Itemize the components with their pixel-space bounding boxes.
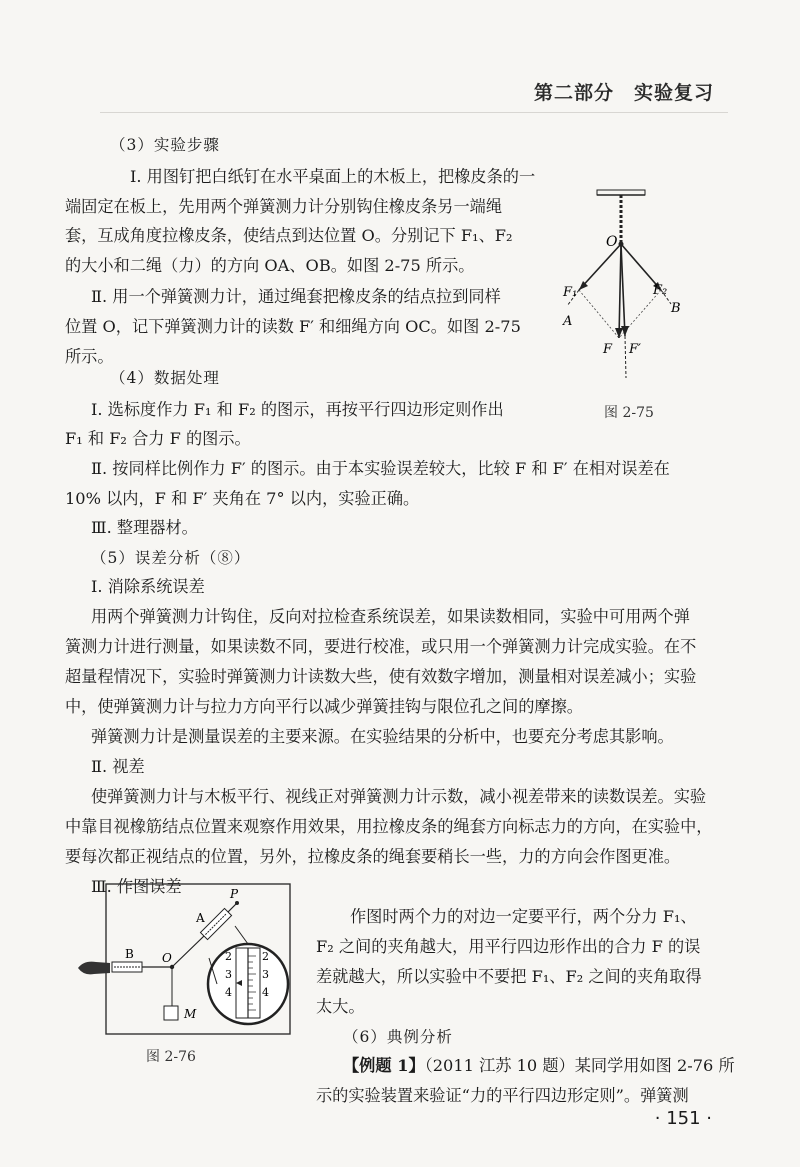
label-f: F [603, 342, 613, 357]
label-b: B [671, 301, 681, 316]
example-line [343, 1056, 735, 1076]
data-line: Ⅱ. 按同样比例作力 F′ 的图示。由于本实验误差较大，比较 F 和 F′ 在相对误差在 [91, 459, 670, 478]
steps-line: 的大小和二绳（力）的方向 OA、OB。如图 2-75 所示。 [65, 256, 475, 275]
error-line: Ⅱ. 视差 [91, 757, 145, 776]
tick-label: 3 [225, 968, 232, 981]
figure-2-75 [545, 188, 695, 388]
force-f-prime-arrow [621, 244, 625, 336]
hand-icon [78, 962, 110, 975]
plot-error-line: 差就越大，所以实验中不要把 F₁、F₂ 之间的夹角取得 [316, 967, 702, 986]
steps-line: 位置 O，记下弹簧测力计的读数 F′ 和细绳方向 OC。如图 2-75 [65, 317, 521, 336]
label-m: M [184, 1007, 197, 1021]
plot-error-line: F₂ 之间的夹角越大，用平行四边形作出的合力 F 的误 [316, 937, 701, 956]
label-f2: F₂ [653, 283, 668, 298]
error-line: 要每次都正视结点的位置，另外，拉橡皮条的绳套要稍长一些，力的方向会作图更准。 [65, 847, 681, 866]
weight-m [164, 1006, 178, 1020]
tick-label: 2 [262, 950, 269, 963]
tick-label: 3 [262, 968, 269, 981]
label-a: A [563, 314, 573, 329]
error-line: 使弹簧测力计与木板平行、视线正对弹簧测力计示数，减小视差带来的读数误差。实验 [91, 787, 707, 806]
spring-scale-a [200, 908, 231, 939]
steps-line: Ⅱ. 用一个弹簧测力计，通过绳套把橡皮条的结点拉到同样 [91, 287, 501, 306]
error-line: 超量程情况下，实验时弹簧测力计读数大些，使有效数字增加，测量相对误差减小；实验 [65, 667, 697, 686]
page-header-title: 第二部分 实验复习 [533, 82, 714, 104]
steps-line: 所示。 [65, 347, 114, 366]
example-text: （2011 江苏 10 题）某同学用如图 2-76 所 [424, 1056, 735, 1075]
error-line: 中靠目视橡筋结点位置来观察作用效果，用拉橡皮条的绳套方向标志力的方向，在实验中， [65, 817, 713, 836]
figure-2-75-caption: 图 2-75 [604, 405, 654, 421]
data-line: 10% 以内，F 和 F′ 夹角在 7° 以内，实验正确。 [65, 489, 420, 508]
section-heading-steps: （3）实验步骤 [110, 136, 220, 154]
data-line: F₁ 和 F₂ 合力 F 的图示。 [65, 429, 251, 448]
page-number: · 151 · [654, 1108, 712, 1129]
force-f-arrow [619, 244, 621, 338]
label-p: P [230, 887, 239, 901]
error-line: 簧测力计进行测量，如果读数不同，要进行校准，或只用一个弹簧测力计完成实验。在不 [65, 637, 697, 656]
steps-line: 套，互成角度拉橡皮条，使结点到达位置 O。分别记下 F₁、F₂ [65, 226, 513, 245]
label-o: O [606, 234, 618, 250]
section-heading-error: （5）误差分析（⑧） [91, 549, 251, 567]
figure-2-76 [70, 880, 310, 1040]
data-line: Ⅲ. 整理器材。 [91, 518, 198, 537]
error-line: 弹簧测力计是测量误差的主要来源。在实验结果的分析中，也要充分考虑其影响。 [91, 727, 674, 746]
error-line: 用两个弹簧测力计钩住，反向对拉检查系统误差，如果读数相同，实验中可用两个弹 [91, 607, 690, 626]
error-line: Ⅲ. 作图误差 [91, 877, 182, 896]
data-line: Ⅰ. 选标度作力 F₁ 和 F₂ 的图示，再按平行四边形定则作出 [91, 400, 504, 419]
plot-error-line: 太大。 [316, 997, 365, 1016]
steps-line: 端固定在板上，先用两个弹簧测力计分别钩住橡皮条另一端绳 [65, 197, 503, 216]
section-heading-examples: （6）典例分析 [343, 1028, 453, 1046]
header-divider [100, 112, 728, 113]
label-f-prime: F′ [629, 342, 641, 357]
label-b: B [125, 947, 134, 961]
tick-label: 4 [262, 986, 269, 999]
figure-2-76-caption: 图 2-76 [146, 1049, 196, 1065]
label-f1: F₁ [563, 285, 578, 300]
force-f1-arrow [579, 244, 621, 290]
example-line: 示的实验装置来验证“力的平行四边形定则”。弹簧测 [316, 1086, 689, 1105]
error-line: 中，使弹簧测力计与拉力方向平行以减少弹簧挂钩与限位孔之间的摩擦。 [65, 697, 583, 716]
label-a: A [196, 911, 205, 925]
label-o: O [162, 951, 172, 965]
error-line: Ⅰ. 消除系统误差 [91, 577, 205, 596]
tick-label: 4 [225, 986, 232, 999]
example-label: 【例题 1】 [343, 1056, 425, 1075]
tick-label: 2 [225, 950, 232, 963]
section-heading-data: （4）数据处理 [110, 369, 220, 387]
plot-error-line: 作图时两个力的对边一定要平行，两个分力 F₁、 [350, 907, 697, 926]
steps-line: Ⅰ. 用图钉把白纸钉在水平桌面上的木板上，把橡皮条的一 [130, 167, 536, 186]
